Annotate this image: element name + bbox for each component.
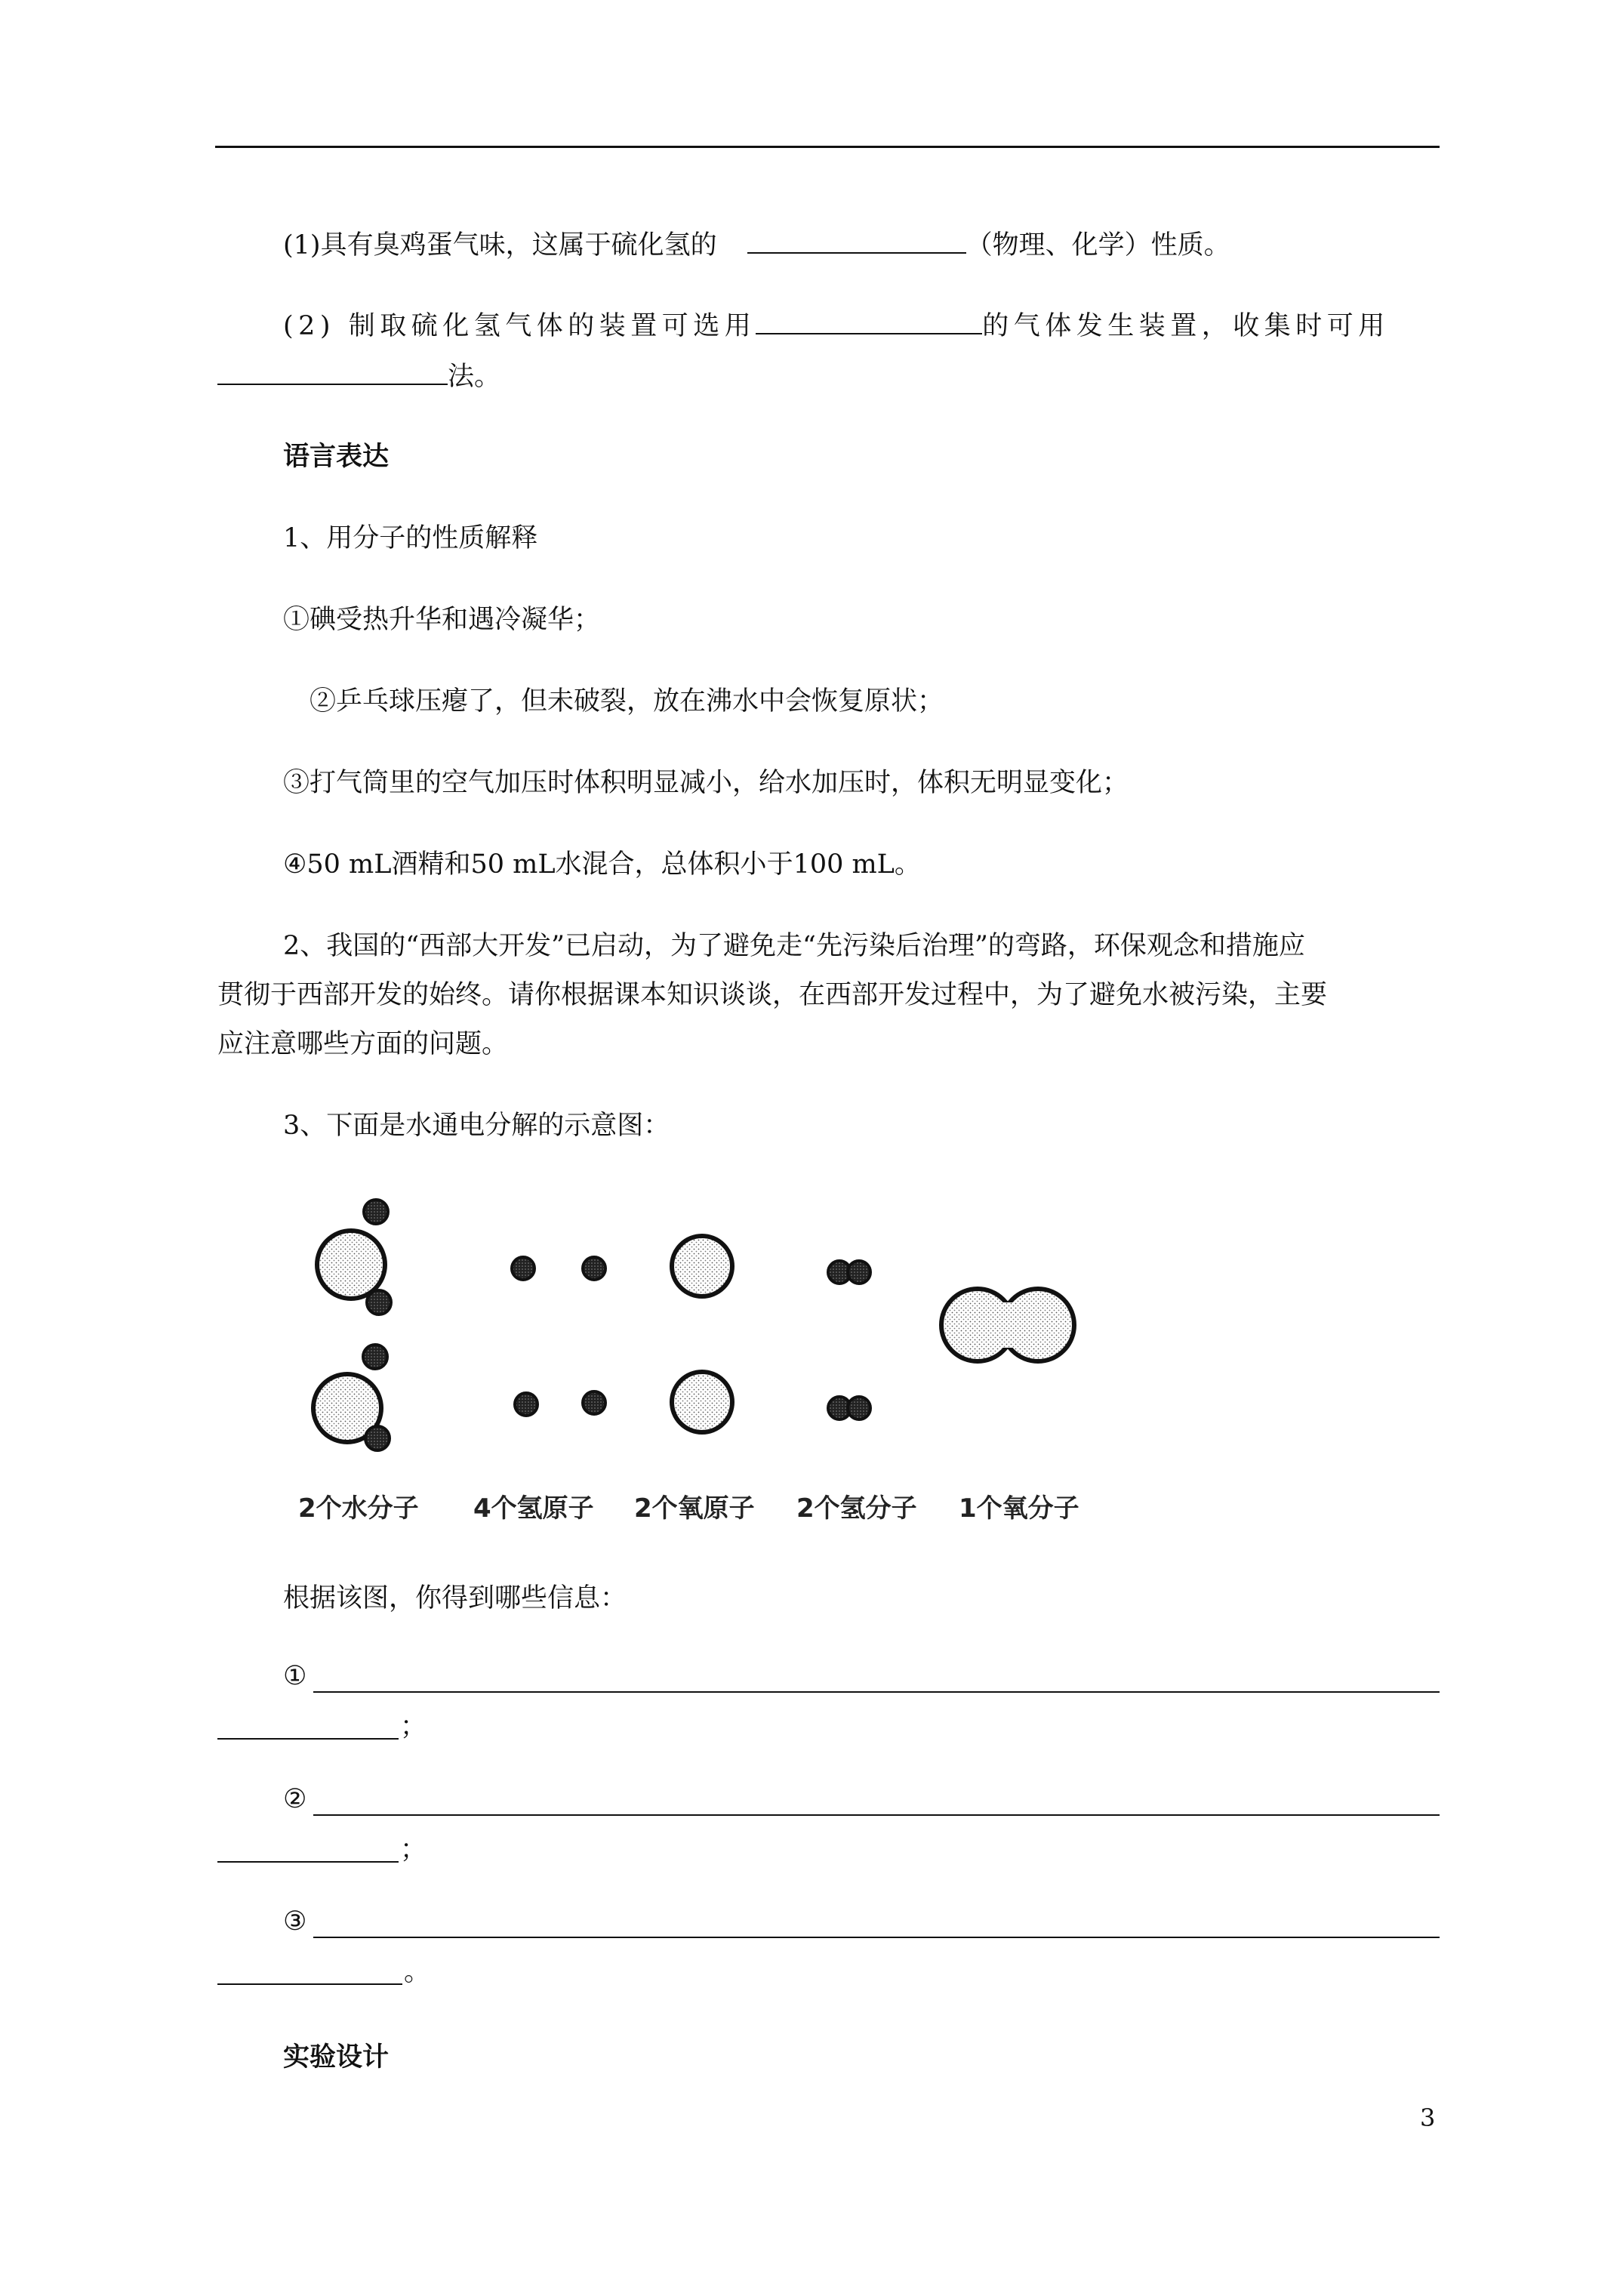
answer-ending-3: 。 (404, 1957, 431, 1987)
q3-title: 3、下面是水通电分解的示意图： (283, 1111, 670, 1141)
water-molecule-1 (317, 1200, 391, 1314)
h2s-item-2-text: (2) 制取硫化氢气体的装置可选用 (283, 311, 756, 341)
h2s-item-1 (283, 227, 1230, 264)
h2s-item-2-continued (217, 358, 500, 396)
answer-marker-2: ② (283, 1784, 307, 1814)
q2-line-3: 应注意哪些方面的问题。 (217, 1029, 509, 1059)
molecule-diagram (294, 1189, 1132, 1484)
label-oxygen-molecule: 1个氧分子 (959, 1493, 1079, 1524)
q1-item-1: ①碘受热升华和遇冷凝华； (283, 605, 601, 635)
h2s-item-2 (283, 307, 1390, 345)
answer-line-2[interactable] (313, 1814, 1440, 1816)
answer-line-3-continued[interactable] (217, 1983, 402, 1985)
h2s-item-2-suffix: 法。 (448, 362, 501, 392)
label-hydrogen-molecules: 2个氢分子 (796, 1493, 917, 1524)
answer-ending-2: ； (400, 1835, 427, 1865)
q1-title: 1、用分子的性质解释 (283, 523, 538, 553)
q3-prompt: 根据该图，你得到哪些信息： (283, 1583, 627, 1613)
q2-line-2: 贯彻于西部开发的始终。请你根据课本知识谈谈，在西部开发过程中，为了避免水被污染，主要 (217, 980, 1328, 1010)
answer-blank[interactable] (747, 227, 966, 254)
h2s-item-2-middle: 的气体发生装置，收集时可用 (982, 311, 1390, 341)
q1-item-4: ④50 mL酒精和50 mL水混合，总体积小于100 mL。 (283, 849, 921, 880)
answer-line-1[interactable] (313, 1691, 1440, 1693)
section-heading-language: 语言表达 (283, 441, 390, 472)
answer-line-1-continued[interactable] (217, 1738, 399, 1740)
label-water-molecules: 2个水分子 (298, 1493, 419, 1524)
answer-line-2-continued[interactable] (217, 1861, 399, 1863)
hydrogen-molecules (828, 1261, 870, 1419)
answer-marker-3: ③ (283, 1906, 307, 1937)
water-molecule-2 (313, 1345, 390, 1450)
answer-line-3[interactable] (313, 1937, 1440, 1938)
oxygen-molecule (941, 1289, 1074, 1361)
answer-marker-1: ① (283, 1661, 307, 1691)
label-hydrogen-atoms: 4个氢原子 (473, 1493, 594, 1524)
answer-blank[interactable] (217, 358, 448, 385)
section-heading-experiment: 实验设计 (283, 2042, 390, 2073)
q1-item-3: ③打气筒里的空气加压时体积明显减小，给水加压时，体积无明显变化； (283, 768, 1129, 798)
q2-line-1: 2、我国的“西部大开发”已启动，为了避免走“先污染后治理”的弯路，环保观念和措施应 (283, 931, 1305, 961)
label-oxygen-atoms: 2个氧原子 (634, 1493, 755, 1524)
h2s-item-1-text: (1)具有臭鸡蛋气味，这属于硫化氢的 (283, 230, 717, 260)
page-number: 3 (1420, 2103, 1436, 2132)
electrolysis-figure (294, 1189, 1132, 1529)
oxygen-atoms (672, 1236, 732, 1432)
answer-blank[interactable] (756, 307, 982, 334)
hydrogen-atoms (512, 1257, 605, 1416)
q1-item-2: ②乒乓球压瘪了，但未破裂，放在沸水中会恢复原状； (310, 686, 944, 717)
header-rule (215, 146, 1440, 148)
h2s-item-1-suffix: （物理、化学）性质。 (965, 230, 1230, 260)
answer-ending-1: ； (400, 1712, 427, 1742)
